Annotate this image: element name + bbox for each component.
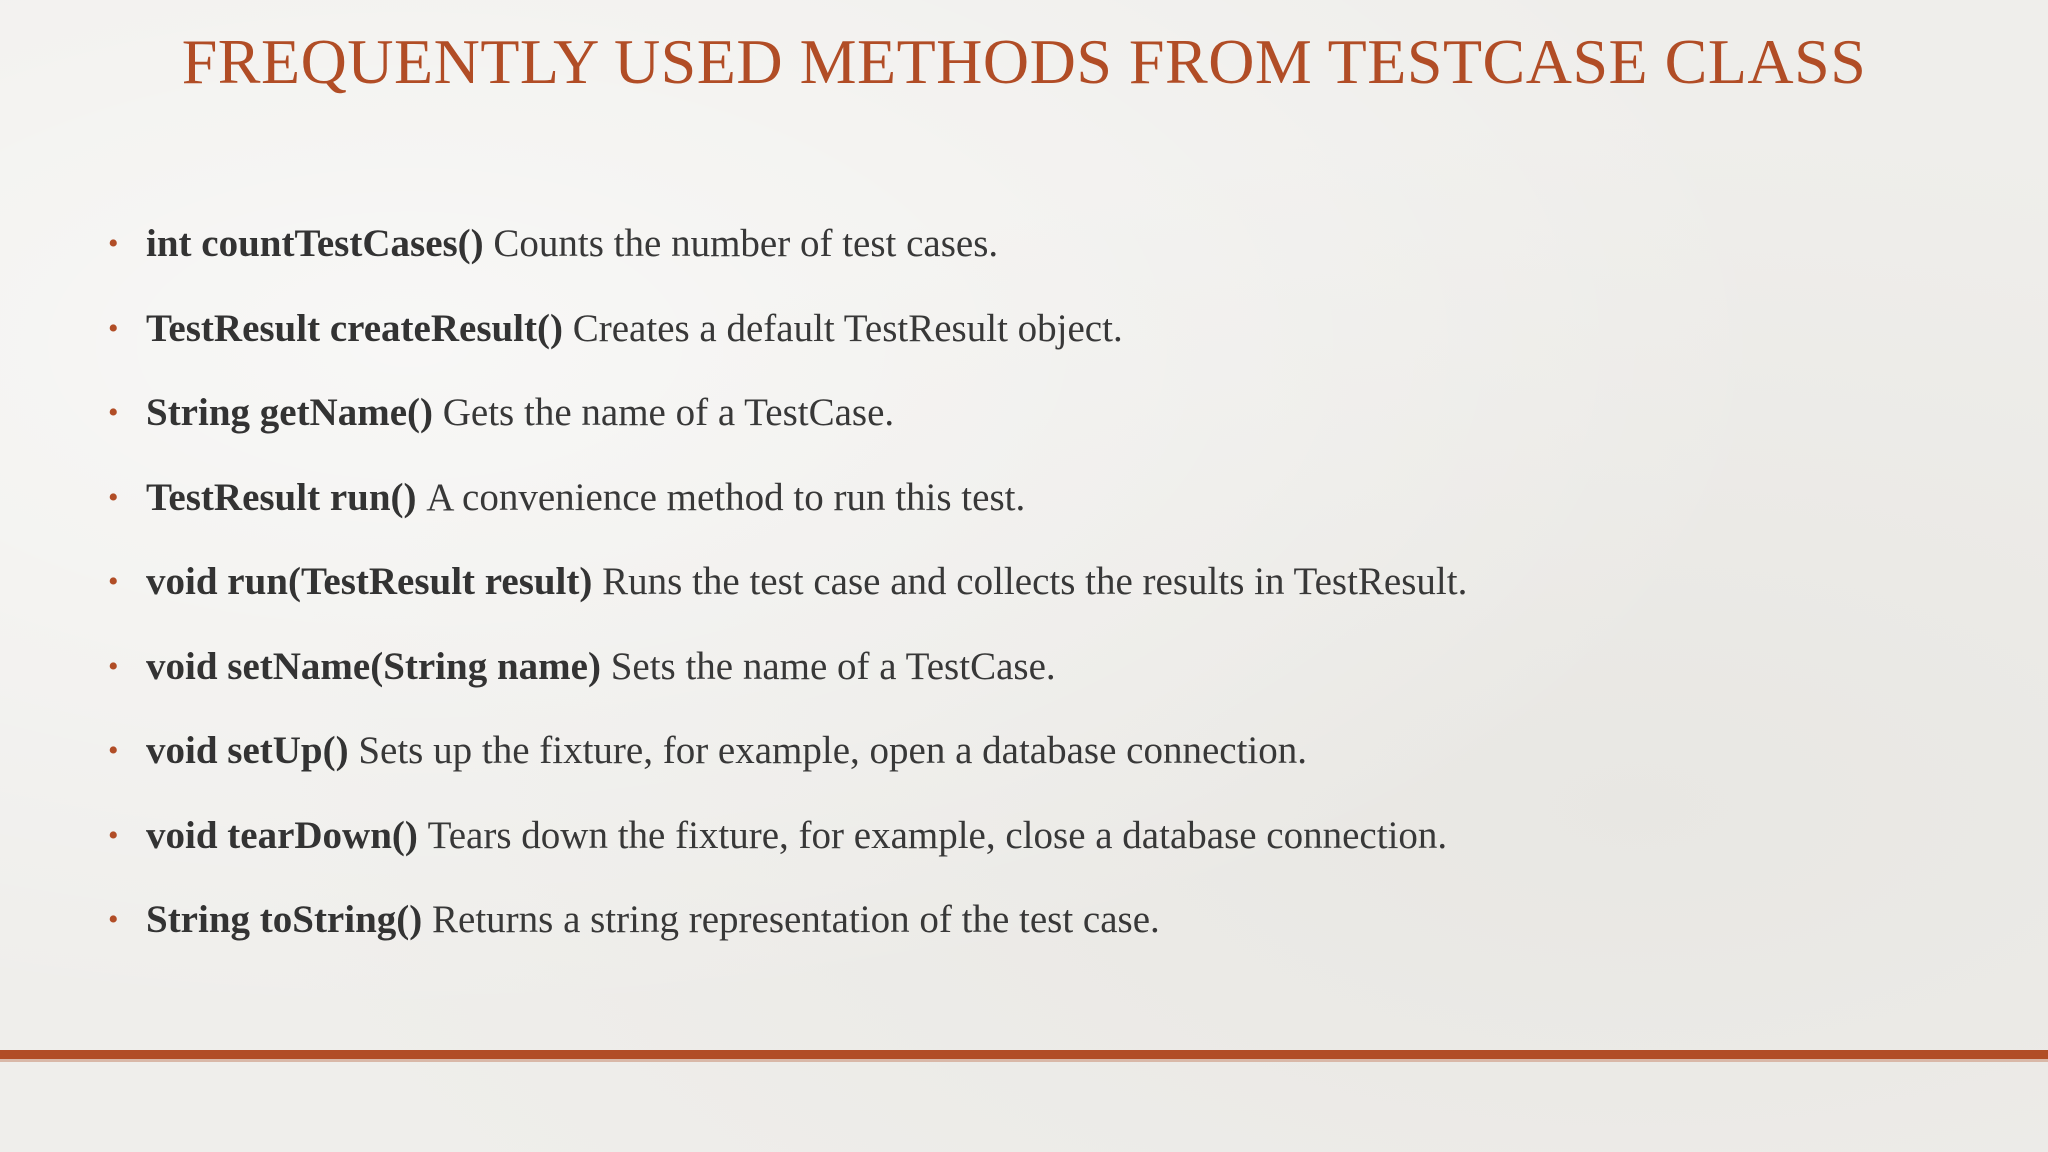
footer-divider [0, 1050, 2048, 1059]
method-description: Counts the number of test cases. [493, 222, 999, 265]
bullet-icon: • [108, 903, 119, 936]
method-description: A convenience method to run this test. [426, 475, 1026, 519]
list-item [108, 637, 1988, 722]
method-description: Sets up the fixture, for example, open a database connection. [358, 729, 1308, 772]
bullet-icon: • [108, 227, 119, 260]
footer-divider-shadow [0, 1059, 2048, 1062]
method-signature: String getName() [146, 391, 443, 434]
bullet-icon: • [108, 565, 119, 598]
bullet-icon: • [108, 734, 119, 767]
method-description: Creates a default TestResult object. [572, 306, 1123, 350]
method-description: Sets the name of a TestCase. [610, 644, 1056, 688]
bullet-icon: • [108, 311, 119, 345]
bullet-icon: • [108, 818, 119, 852]
method-signature: void setName(String name) [146, 644, 611, 688]
list-item [108, 383, 1988, 468]
method-description: Tears down the fixture, for example, close a database connection. [427, 813, 1448, 857]
list-item [108, 214, 1988, 299]
bullet-icon: • [108, 480, 119, 514]
list-item [108, 468, 1988, 553]
method-signature: void setUp() [146, 729, 359, 772]
list-item [108, 721, 1988, 806]
method-list [108, 214, 1988, 975]
method-description: Returns a string representation of the test case. [432, 898, 1160, 941]
list-item [108, 299, 1988, 384]
bullet-icon: • [108, 396, 119, 429]
method-description: Gets the name of a TestCase. [442, 391, 895, 434]
method-signature: String toString() [146, 898, 432, 941]
method-signature: TestResult createResult() [146, 306, 573, 350]
list-item [108, 806, 1988, 891]
method-description: Runs the test case and collects the results in TestResult. [602, 560, 1468, 603]
list-item [108, 890, 1988, 975]
method-signature: void run(TestResult result) [146, 560, 603, 603]
method-signature: void tearDown() [146, 813, 428, 857]
method-signature: TestResult run() [146, 475, 427, 519]
slide-title: FREQUENTLY USED METHODS FROM TESTCASE CLASS [181, 26, 1867, 97]
method-signature: int countTestCases() [146, 222, 494, 265]
list-item [108, 552, 1988, 637]
bullet-icon: • [108, 649, 119, 683]
